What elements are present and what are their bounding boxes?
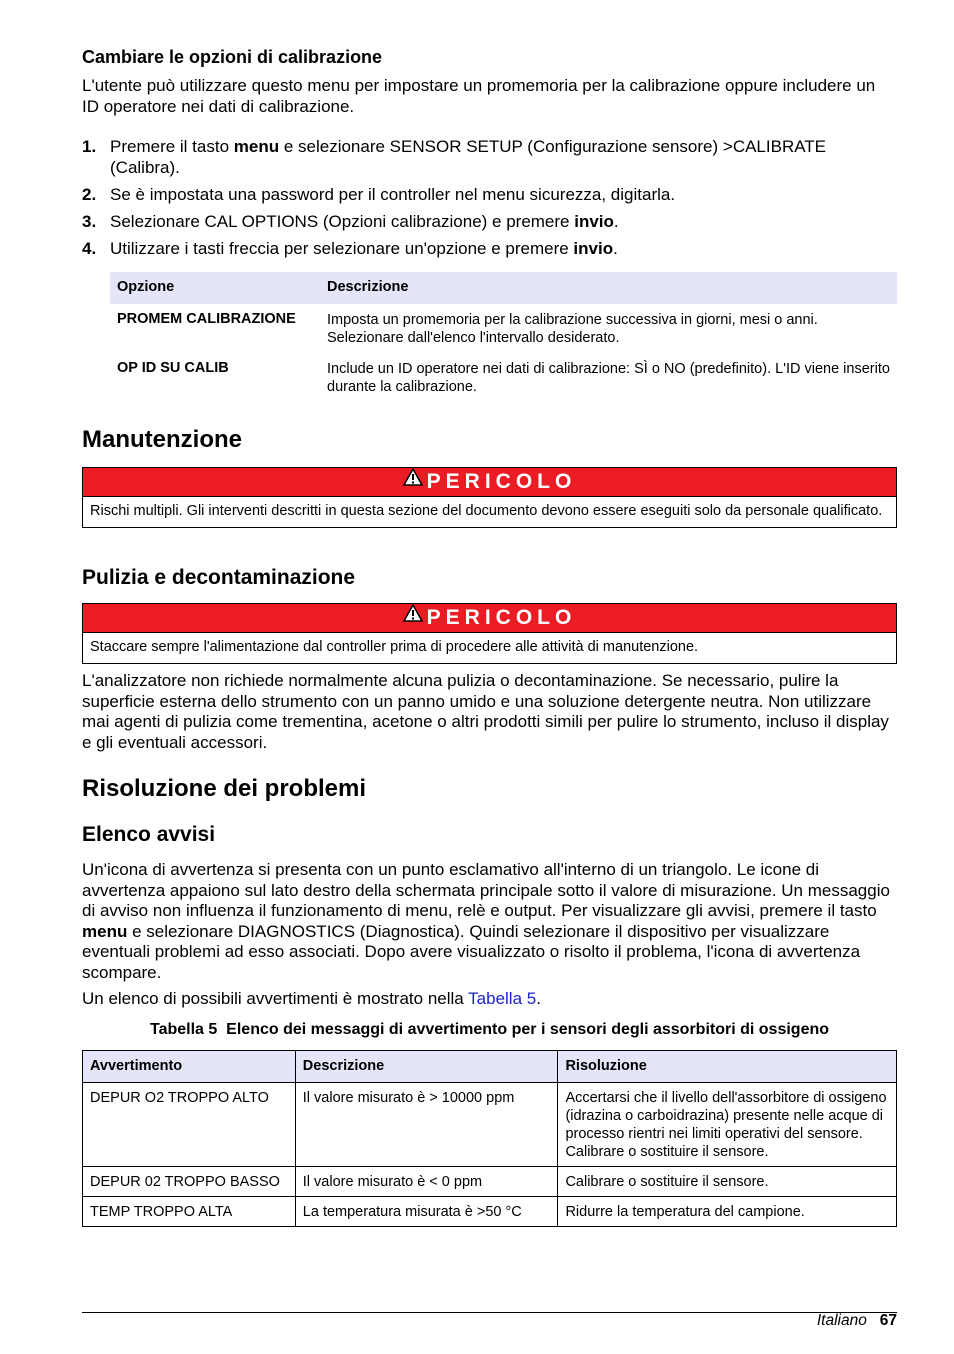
danger-box-2	[82, 603, 897, 664]
maintenance-heading: Manutenzione	[82, 426, 242, 453]
cal-options-heading: Cambiare le opzioni di calibrazione	[82, 47, 383, 67]
step-text: Premere il tasto menu e selezionare SENSOR SETUP (Configurazione sensore) >CALIBRATE (Calibra).	[110, 137, 827, 177]
table-row	[83, 1197, 897, 1227]
column-header: Risoluzione	[558, 1051, 897, 1083]
cal-options-intro: L'utente può utilizzare questo menu per impostare un promemoria per la calibrazione oppure includere un ID operatore nei dati di calibrazione.	[82, 76, 876, 116]
column-header: Opzione	[117, 279, 175, 295]
step-number: 4.	[82, 239, 97, 258]
danger-text: Rischi multipli. Gli interventi descritti in questa sezione del documento devono essere eseguiti solo da personale qualificato.	[90, 503, 883, 519]
step-text: Selezionare CAL OPTIONS (Opzioni calibrazione) e premere invio.	[110, 212, 619, 231]
column-header: Descrizione	[295, 1051, 558, 1083]
warning-cell: TEMP TROPPO ALTA	[83, 1197, 296, 1227]
danger-text: Staccare sempre l'alimentazione dal controller prima di procedere alle attività di manutenzione.	[90, 639, 699, 655]
table-caption-text: Elenco dei messaggi di avvertimento per i sensori degli assorbitori di ossigeno	[226, 1021, 830, 1038]
step-text: Se è impostata una password per il controller nel menu sicurezza, digitarla.	[110, 185, 676, 204]
option-description: Include un ID operatore nei dati di calibrazione: SÌ o NO (predefinito). L'ID viene inserito durante la calibrazione.	[327, 361, 890, 395]
options-table	[110, 272, 897, 402]
warnings-table	[82, 1050, 897, 1227]
description-cell: Il valore misurato è < 0 ppm	[295, 1167, 558, 1197]
option-name: OP ID SU CALIB	[117, 360, 229, 376]
danger-label: PERICOLO	[426, 606, 577, 629]
column-header: Avvertimento	[83, 1051, 296, 1083]
description-cell: La temperatura misurata è >50 °C	[295, 1197, 558, 1227]
warning-triangle-icon	[403, 602, 423, 630]
danger-banner	[83, 604, 896, 633]
column-header: Descrizione	[327, 279, 409, 295]
table-row	[83, 1167, 897, 1197]
warning-triangle-icon	[403, 466, 423, 494]
cleaning-text: L'analizzatore non richiede normalmente alcuna pulizia o decontaminazione. Se necessario, pulire la superficie esterna dello strumento con un panno umido e una soluzione detergente neutra. Non utilizzare mai agenti di pulizia come trementina, acetone o altri prodotti simili per pulire lo strumento, incluso il display e gli eventuali accessori.	[82, 671, 889, 752]
table-header-row	[83, 1051, 897, 1083]
step-number: 1.	[82, 137, 97, 156]
warnings-paragraph: Un'icona di avvertenza si presenta con un punto esclamativo all'interno di un triangolo. Le icone di avvertenza appaiono sul lato destro della schermata principale sotto il valore di misurazione. Un messaggio di avviso non influenza il funzionamento di menu, relè e output. Per visualizzare gli avvisi, premere il tasto menu e selezionare DIAGNOSTICS (Diagnostica). Quindi selezionare il dispositivo per visualizzare eventuali problemi ad esso associati. Dopo avere visualizzato o risolto il problema, l'icona di avvertenza scompare.	[82, 860, 890, 982]
option-description: Imposta un promemoria per la calibrazione successiva in giorni, mesi o anni. Selezionare dall'elenco l'intervallo desiderato.	[327, 312, 818, 346]
danger-label: PERICOLO	[426, 470, 577, 493]
resolution-cell: Ridurre la temperatura del campione.	[558, 1197, 897, 1227]
footer-language: Italiano	[816, 1312, 867, 1329]
table-reference-paragraph: Un elenco di possibili avvertimenti è mostrato nella Tabella 5.	[82, 989, 541, 1008]
warning-cell: DEPUR O2 TROPPO ALTO	[83, 1083, 296, 1167]
warning-cell: DEPUR 02 TROPPO BASSO	[83, 1167, 296, 1197]
warnings-heading: Elenco avvisi	[82, 823, 216, 846]
step-number: 2.	[82, 185, 97, 204]
page-number: 67	[879, 1312, 897, 1329]
step-number: 3.	[82, 212, 97, 231]
step-text: Utilizzare i tasti freccia per selezionare un'opzione e premere invio.	[110, 239, 618, 258]
options-table-header	[110, 272, 897, 304]
table-caption-label: Tabella 5	[149, 1021, 218, 1038]
cleaning-heading: Pulizia e decontaminazione	[82, 566, 356, 589]
danger-banner	[83, 468, 896, 497]
description-cell: Il valore misurato è > 10000 ppm	[295, 1083, 558, 1167]
footer-rule	[82, 1312, 897, 1313]
option-name: PROMEM CALIBRAZIONE	[117, 311, 296, 327]
resolution-cell: Calibrare o sostituire il sensore.	[558, 1167, 897, 1197]
table-5-link[interactable]: Tabella 5	[468, 989, 537, 1008]
footer	[817, 1312, 897, 1330]
danger-box-1	[82, 467, 897, 528]
table-caption	[82, 1021, 897, 1039]
table-row	[83, 1083, 897, 1167]
resolution-cell: Accertarsi che il livello dell'assorbitore di ossigeno (idrazina o carboidrazina) presente nelle acque di processo rientri nei limiti operativi del sensore. Calibrare o sostituire il sensore.	[558, 1083, 897, 1167]
troubleshooting-heading: Risoluzione dei problemi	[82, 775, 367, 802]
